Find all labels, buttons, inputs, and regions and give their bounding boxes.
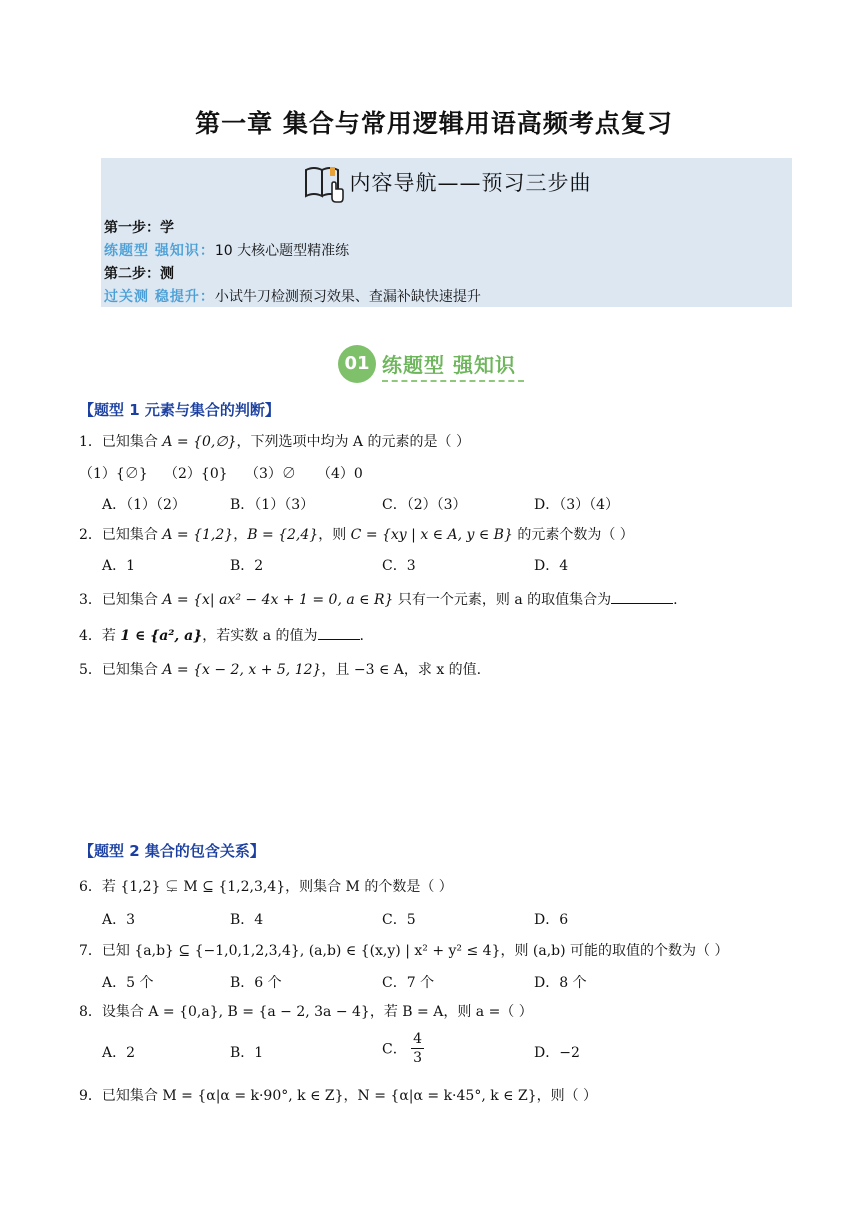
step1-desc: 10 大核心题型精准练 — [214, 243, 350, 259]
q1-option-a[interactable]: A．（1）（2） — [102, 497, 186, 513]
q4-math: 1 ∈ {a², a} — [120, 628, 203, 644]
q7-option-b[interactable]: B．6 个 — [230, 975, 282, 991]
question-8 — [79, 1001, 533, 1021]
q9-number: 9． — [79, 1088, 102, 1104]
q3-pre: 已知集合 — [101, 592, 163, 608]
q5-number: 5． — [79, 662, 102, 678]
question-2 — [79, 524, 634, 544]
q3-math: A = {x| ax² − 4x + 1 = 0, a ∈ R} — [162, 592, 394, 608]
q2-option-c[interactable]: C．3 — [382, 558, 416, 574]
book-pointer-icon — [302, 164, 346, 204]
q7-option-c[interactable]: C．7 个 — [382, 975, 435, 991]
q8-text: 设集合 A = {0,a}, B = {a − 2, 3a − 4}，若 B = A，则 a =（ ） — [101, 1004, 533, 1020]
navigation-heading-text: 内容导航——预习三步曲 — [349, 171, 592, 195]
q1-math: A = {0,∅} — [162, 434, 237, 450]
q2-math-b: B = {2,4} — [247, 527, 319, 543]
step1-label: 第一步：学 — [104, 220, 174, 236]
q1-item-1: （1）{∅} — [79, 466, 148, 482]
step1-tag: 练题型 强知识： — [104, 243, 215, 259]
q1-option-b[interactable]: B．（1）（3） — [230, 497, 315, 513]
q8-option-c-fraction — [411, 1030, 424, 1067]
q3-number: 3． — [79, 592, 102, 608]
question-1 — [79, 431, 470, 451]
q2-option-b[interactable]: B．2 — [230, 558, 264, 574]
question-6 — [79, 876, 453, 896]
q8-option-a[interactable]: A．2 — [102, 1045, 136, 1061]
q5-post: ，且 −3 ∈ A，求 x 的值. — [321, 662, 482, 678]
question-9 — [79, 1085, 597, 1105]
section-title: 练题型 强知识 — [382, 353, 516, 377]
q1-item-4: （4）0 — [317, 466, 363, 482]
q2-mid-2: ，则 — [318, 527, 351, 543]
navigation-heading — [101, 164, 792, 204]
page-title: 第一章 集合与常用逻辑用语高频考点复习 — [195, 109, 673, 138]
q2-post: 的元素个数为（ ） — [512, 527, 634, 543]
q1-item-2: （2）{0} — [164, 466, 228, 482]
q3-answer-blank[interactable] — [611, 603, 673, 604]
question-7 — [79, 940, 729, 960]
q6-option-c[interactable]: C．5 — [382, 912, 416, 928]
q4-pre: 若 — [101, 628, 121, 644]
question-3 — [79, 589, 678, 609]
q2-math-c: C = {xy | x ∈ A, y ∈ B} — [350, 527, 513, 543]
type2-header: 【题型 2 集合的包含关系】 — [79, 842, 265, 860]
q7-number: 7． — [79, 943, 102, 959]
q6-option-d[interactable]: D．6 — [534, 912, 569, 928]
content-navigation-box — [101, 158, 792, 307]
q2-math-a: A = {1,2} — [162, 527, 234, 543]
q8-option-c-label: C． — [382, 1041, 407, 1058]
type1-header: 【题型 1 元素与集合的判断】 — [79, 401, 280, 419]
q8-option-b[interactable]: B．1 — [230, 1045, 264, 1061]
q2-option-a[interactable]: A．1 — [102, 558, 136, 574]
q5-math: A = {x − 2, x + 5, 12} — [162, 662, 322, 678]
question-5 — [79, 659, 481, 679]
fraction-numerator: 4 — [413, 1031, 423, 1047]
q8-option-c[interactable] — [382, 1030, 424, 1067]
q3-post: 只有一个元素，则 a 的取值集合为 — [393, 592, 612, 608]
q6-text: 若 {1,2} ⊊ M ⊆ {1,2,3,4}，则集合 M 的个数是（ ） — [101, 879, 453, 895]
q1-post: ，下列选项中均为 A 的元素的是（ ） — [236, 434, 470, 450]
q7-option-a[interactable]: A．5 个 — [102, 975, 154, 991]
q1-pre: 已知集合 — [101, 434, 163, 450]
q4-number: 4． — [79, 628, 102, 644]
q7-text: 已知 {a,b} ⊆ {−1,0,1,2,3,4}, (a,b) ∈ {(x,y) | x² + y² ≤ 4}，则 (a,b) 可能的取值的个数为（ ） — [101, 943, 729, 959]
q6-option-a[interactable]: A．3 — [102, 912, 136, 928]
q2-pre: 已知集合 — [101, 527, 163, 543]
q1-number: 1． — [79, 434, 102, 450]
q8-number: 8． — [79, 1004, 102, 1020]
step2-desc: 小试牛刀检测预习效果、查漏补缺快速提升 — [214, 289, 481, 305]
q2-mid-1: ， — [233, 527, 248, 543]
q2-number: 2． — [79, 527, 102, 543]
q9-text: 已知集合 M = {α|α = k·90°, k ∈ Z}，N = {α|α = k·45°, k ∈ Z}，则（ ） — [101, 1088, 598, 1104]
q2-option-d[interactable]: D．4 — [534, 558, 569, 574]
step2-label: 第二步：测 — [104, 266, 174, 282]
q3-end: . — [673, 592, 678, 608]
q4-answer-blank[interactable] — [318, 639, 360, 640]
q5-pre: 已知集合 — [101, 662, 163, 678]
q6-option-b[interactable]: B．4 — [230, 912, 264, 928]
q6-number: 6． — [79, 879, 102, 895]
section-divider — [382, 380, 524, 382]
step1-line — [104, 240, 349, 260]
q1-option-d[interactable]: D．（3）（4） — [534, 497, 620, 513]
step2-tag: 过关测 稳提升： — [104, 289, 215, 305]
q4-end: . — [359, 628, 364, 644]
q4-post: ，若实数 a 的值为 — [202, 628, 318, 644]
q1-option-c[interactable]: C．（2）（3） — [382, 497, 467, 513]
q7-option-d[interactable]: D．8 个 — [534, 975, 587, 991]
fraction-denominator: 3 — [413, 1050, 423, 1066]
step2-line — [104, 286, 481, 306]
section-number-badge: 01 — [338, 345, 376, 383]
question-4 — [79, 625, 364, 645]
q1-item-3: （3）∅ — [245, 466, 296, 482]
q8-option-d[interactable]: D．−2 — [534, 1045, 580, 1061]
